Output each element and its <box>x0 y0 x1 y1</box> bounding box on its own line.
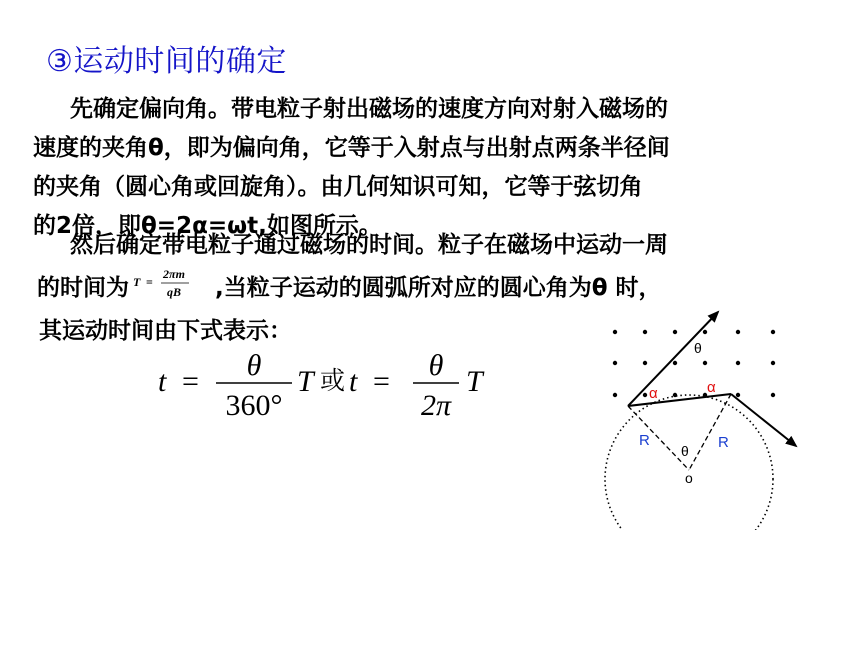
exit-velocity-arrow <box>628 312 718 406</box>
tangent-chord-angle-label-left: α <box>649 385 658 402</box>
particle-trajectory-circle <box>605 395 773 530</box>
paragraph-line: 先确定偏向角。带电粒子射出磁场的速度方向对射入磁场的 <box>70 96 668 122</box>
paragraph-line: 的2倍，即θ=2α=ωt,如图所示。 <box>33 213 382 239</box>
paragraph-deflection-angle <box>33 90 833 246</box>
central-angle-label: θ <box>681 443 689 459</box>
paragraph-line: 的夹角（圆心角或回旋角）。由几何知识可知，它等于弦切角 <box>33 174 643 200</box>
period-formula-denominator: qB <box>166 285 182 299</box>
formula-equals: = <box>373 365 390 398</box>
paragraph-line: 其运动时间由下式表示： <box>39 318 292 344</box>
formula-or: 或 <box>320 366 346 395</box>
formula-360-denominator: 360° <box>225 389 283 422</box>
paragraph-line: 然后确定带电粒子通过磁场的时间。粒子在磁场中运动一周 <box>70 232 668 258</box>
formula-equals: = <box>182 365 199 398</box>
paragraph-line: 速度的夹角θ，即为偏向角，它等于入射点与出射点两条半径间 <box>33 135 670 161</box>
magnetic-field-diagram <box>590 300 820 534</box>
radius-left <box>628 406 689 470</box>
formula-theta-numerator: θ <box>246 349 262 382</box>
paragraph-text: ,当粒子运动的圆弧所对应的圆心角为θ 时， <box>215 275 662 301</box>
period-formula <box>129 265 215 312</box>
formula-theta-numerator: θ <box>428 349 444 382</box>
paragraph-text: 的时间为 <box>37 275 129 301</box>
formula-T: T <box>297 365 314 398</box>
radius-right <box>689 394 731 470</box>
time-formula <box>152 348 512 432</box>
formula-2pi-denominator: 2π <box>420 389 452 422</box>
period-formula-eq: = <box>146 275 153 289</box>
circle-center-label: o <box>685 470 693 486</box>
formula-t: t <box>349 365 358 398</box>
period-formula-lhs: T <box>133 275 141 289</box>
formula-t: t <box>158 365 167 398</box>
entry-velocity-arrow <box>731 394 796 446</box>
formula-T: T <box>466 365 483 398</box>
deflection-angle-label: θ <box>694 340 702 356</box>
period-formula-numerator: 2πm <box>163 267 185 281</box>
tangent-chord-angle-label-right: α <box>707 379 716 396</box>
section-title: ③运动时间的确定 <box>46 44 287 79</box>
radius-label-right: R <box>718 434 729 451</box>
radius-label-left: R <box>639 432 650 449</box>
